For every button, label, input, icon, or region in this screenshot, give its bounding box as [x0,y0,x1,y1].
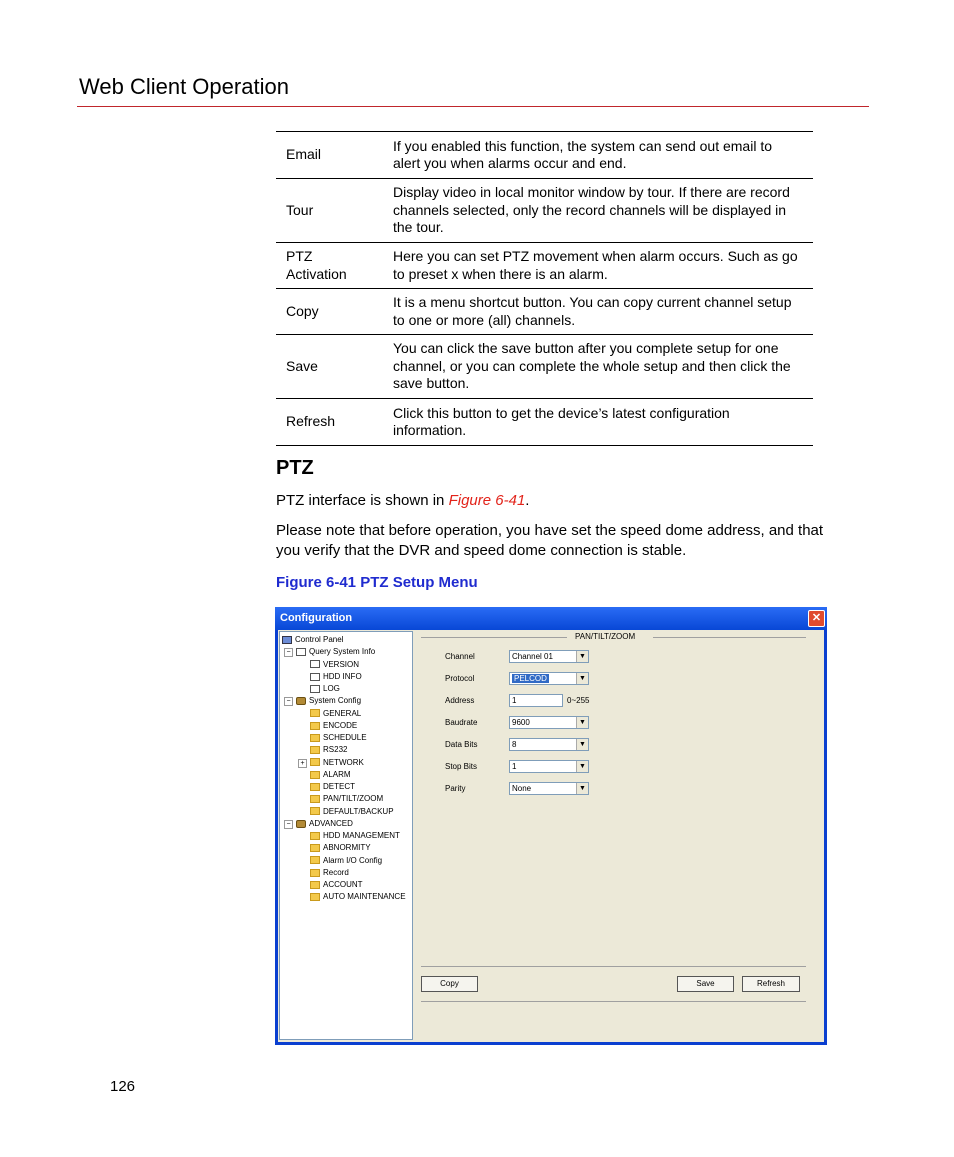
header-divider [77,106,869,107]
window-client-area [278,630,824,1042]
frame-title: PAN/TILT/ZOOM [575,632,636,641]
folder-icon [310,722,320,730]
tree-item[interactable] [310,867,349,879]
table-value: Display video in local monitor window by tour. If there are record channels selected, only the record channels will be displayed in the tour. [383,179,813,243]
field-value: PELCOD [514,674,547,683]
field-label: Channel [445,652,475,661]
gear-icon [296,820,306,828]
folder-icon [310,893,320,901]
field-select[interactable] [509,672,589,685]
configuration-window [275,607,827,1045]
tree-item-label: System Config [309,696,362,706]
monitor-icon [282,636,292,644]
table-key: Save [276,335,383,399]
tree-item-label: Record [323,867,349,877]
tree-item-label: HDD INFO [323,671,362,681]
chevron-down-icon[interactable]: ▼ [576,761,588,772]
field-value: 8 [512,740,517,749]
intro-paragraph [276,492,529,509]
tree-item-label: ADVANCED [309,818,353,828]
tree-item[interactable] [310,806,394,818]
table-value: You can click the save button after you complete setup for one channel, or you can complete the whole setup and then click the save button. [383,335,813,399]
doc-icon [310,673,320,681]
tree-item-label: AUTO MAINTENANCE [323,892,406,902]
collapse-icon[interactable]: − [284,820,293,829]
intro-text: PTZ interface is shown in [276,492,449,509]
folder-icon [310,734,320,742]
field-value: 9600 [512,718,530,727]
folder-icon [310,709,320,717]
folder-icon [310,758,320,766]
table-row [276,289,813,335]
tree-item[interactable] [310,793,383,805]
tree-item[interactable] [310,879,363,891]
table-key: Refresh [276,399,383,446]
button-row-top-line [421,966,806,967]
address-range-hint: 0~255 [567,696,590,705]
tree-item-label: Query System Info [309,647,376,657]
tree-item-label: DEFAULT/BACKUP [323,806,394,816]
table-key: PTZ Activation [276,243,383,289]
section-title: PTZ [276,457,314,479]
table-row [276,243,813,289]
figure-caption: Figure 6-41 PTZ Setup Menu [276,574,478,591]
field-label: Stop Bits [445,762,478,771]
tree-item[interactable] [296,646,375,658]
tree-item-label: Control Panel [295,635,344,644]
tree-item[interactable] [282,634,343,646]
field-label: Address [445,696,475,705]
tree-item[interactable] [310,769,351,781]
chevron-down-icon[interactable]: ▼ [576,739,588,750]
table-key: Copy [276,289,383,335]
copy-button[interactable]: Copy [421,976,478,992]
tree-item[interactable] [310,757,364,769]
description-table [276,131,813,446]
field-label: Data Bits [445,740,478,749]
folder-icon [310,869,320,877]
field-select[interactable] [509,782,589,795]
figure-link[interactable]: Figure 6-41 [448,492,526,509]
table-key: Email [276,132,383,179]
table-row [276,399,813,446]
tree-item-label: ALARM [323,769,351,779]
tree-item-label: LOG [323,684,340,693]
field-select[interactable] [509,760,589,773]
folder-icon [310,856,320,864]
tree-item-label: ENCODE [323,720,358,730]
page-number: 126 [110,1078,136,1095]
folder-icon [310,771,320,779]
tree-item[interactable] [310,744,347,756]
table-row [276,132,813,179]
refresh-button[interactable]: Refresh [742,976,800,992]
save-button[interactable]: Save [677,976,734,992]
tree-item[interactable] [310,671,362,683]
folder-icon [310,783,320,791]
tree-item-label: HDD MANAGEMENT [323,831,400,840]
tree-item-label: GENERAL [323,708,362,718]
tree-item-label: RS232 [323,745,348,755]
frame-top-right-line [653,637,806,638]
tree-item[interactable] [296,695,361,707]
collapse-icon[interactable]: − [284,697,293,706]
table-value: It is a menu shortcut button. You can copy current channel setup to one or more (all) channels. [383,289,813,335]
doc-icon [310,685,320,693]
config-tree [279,631,413,1040]
table-row [276,179,813,243]
tree-item[interactable] [310,830,400,842]
tree-item-label: PAN/TILT/ZOOM [323,794,384,804]
table-value: If you enabled this function, the system can send out email to alert you when alarms occur and end. [383,132,813,179]
field-label: Parity [445,784,466,793]
tree-item-label: ABNORMITY [323,843,371,853]
tree-item[interactable] [310,732,367,744]
chevron-down-icon[interactable]: ▼ [576,651,588,662]
close-icon[interactable]: ✕ [808,610,825,627]
tree-item-label: DETECT [323,782,355,791]
table-row [276,335,813,399]
doc-icon [296,648,306,656]
table-value: Here you can set PTZ movement when alarm occurs. Such as go to preset x when there is an alarm. [383,243,813,289]
field-value: None [512,784,532,793]
tree-item-label: SCHEDULE [323,733,367,742]
chevron-down-icon[interactable]: ▼ [576,673,588,684]
tree-item-label: NETWORK [323,757,364,767]
tree-item[interactable] [310,720,357,732]
tree-item[interactable] [310,659,359,671]
field-value: Channel 01 [512,652,553,661]
frame-top-left-line [421,637,567,638]
address-input[interactable] [509,694,563,707]
intro-suffix: . [525,492,530,509]
tree-item[interactable] [310,781,355,793]
note-paragraph: Please note that before operation, you have set the speed dome address, and that you verify that the DVR and speed dome connection is stable. [276,522,824,559]
tree-item-label: VERSION [323,659,360,669]
field-label: Protocol [445,674,475,683]
field-select[interactable] [509,738,589,751]
folder-icon [310,844,320,852]
field-value: 1 [512,696,517,705]
expand-icon[interactable]: + [298,759,307,768]
field-select[interactable] [509,716,589,729]
gear-icon [296,697,306,705]
table-value: Click this button to get the device’s latest configuration information. [383,399,813,446]
chevron-down-icon[interactable]: ▼ [576,783,588,794]
folder-icon [310,881,320,889]
tree-item[interactable] [310,708,361,720]
table-key: Tour [276,179,383,243]
chevron-down-icon[interactable]: ▼ [576,717,588,728]
doc-icon [310,660,320,668]
field-label: Baudrate [445,718,478,727]
tree-item[interactable] [310,683,340,695]
page-header-title: Web Client Operation [79,74,289,99]
folder-icon [310,807,320,815]
tree-item[interactable] [310,891,406,903]
tree-item-label: ACCOUNT [323,880,363,889]
field-select[interactable] [509,650,589,663]
window-title: Configuration [280,612,353,624]
tree-item[interactable] [310,855,382,867]
window-titlebar [275,607,827,630]
tree-item[interactable] [296,818,353,830]
tree-item-label: Alarm I/O Config [323,855,383,865]
folder-icon [310,746,320,754]
collapse-icon[interactable]: − [284,648,293,657]
folder-icon [310,832,320,840]
button-row-bottom-line [421,1001,806,1002]
field-value: 1 [512,762,517,771]
folder-icon [310,795,320,803]
tree-item[interactable] [310,842,371,854]
